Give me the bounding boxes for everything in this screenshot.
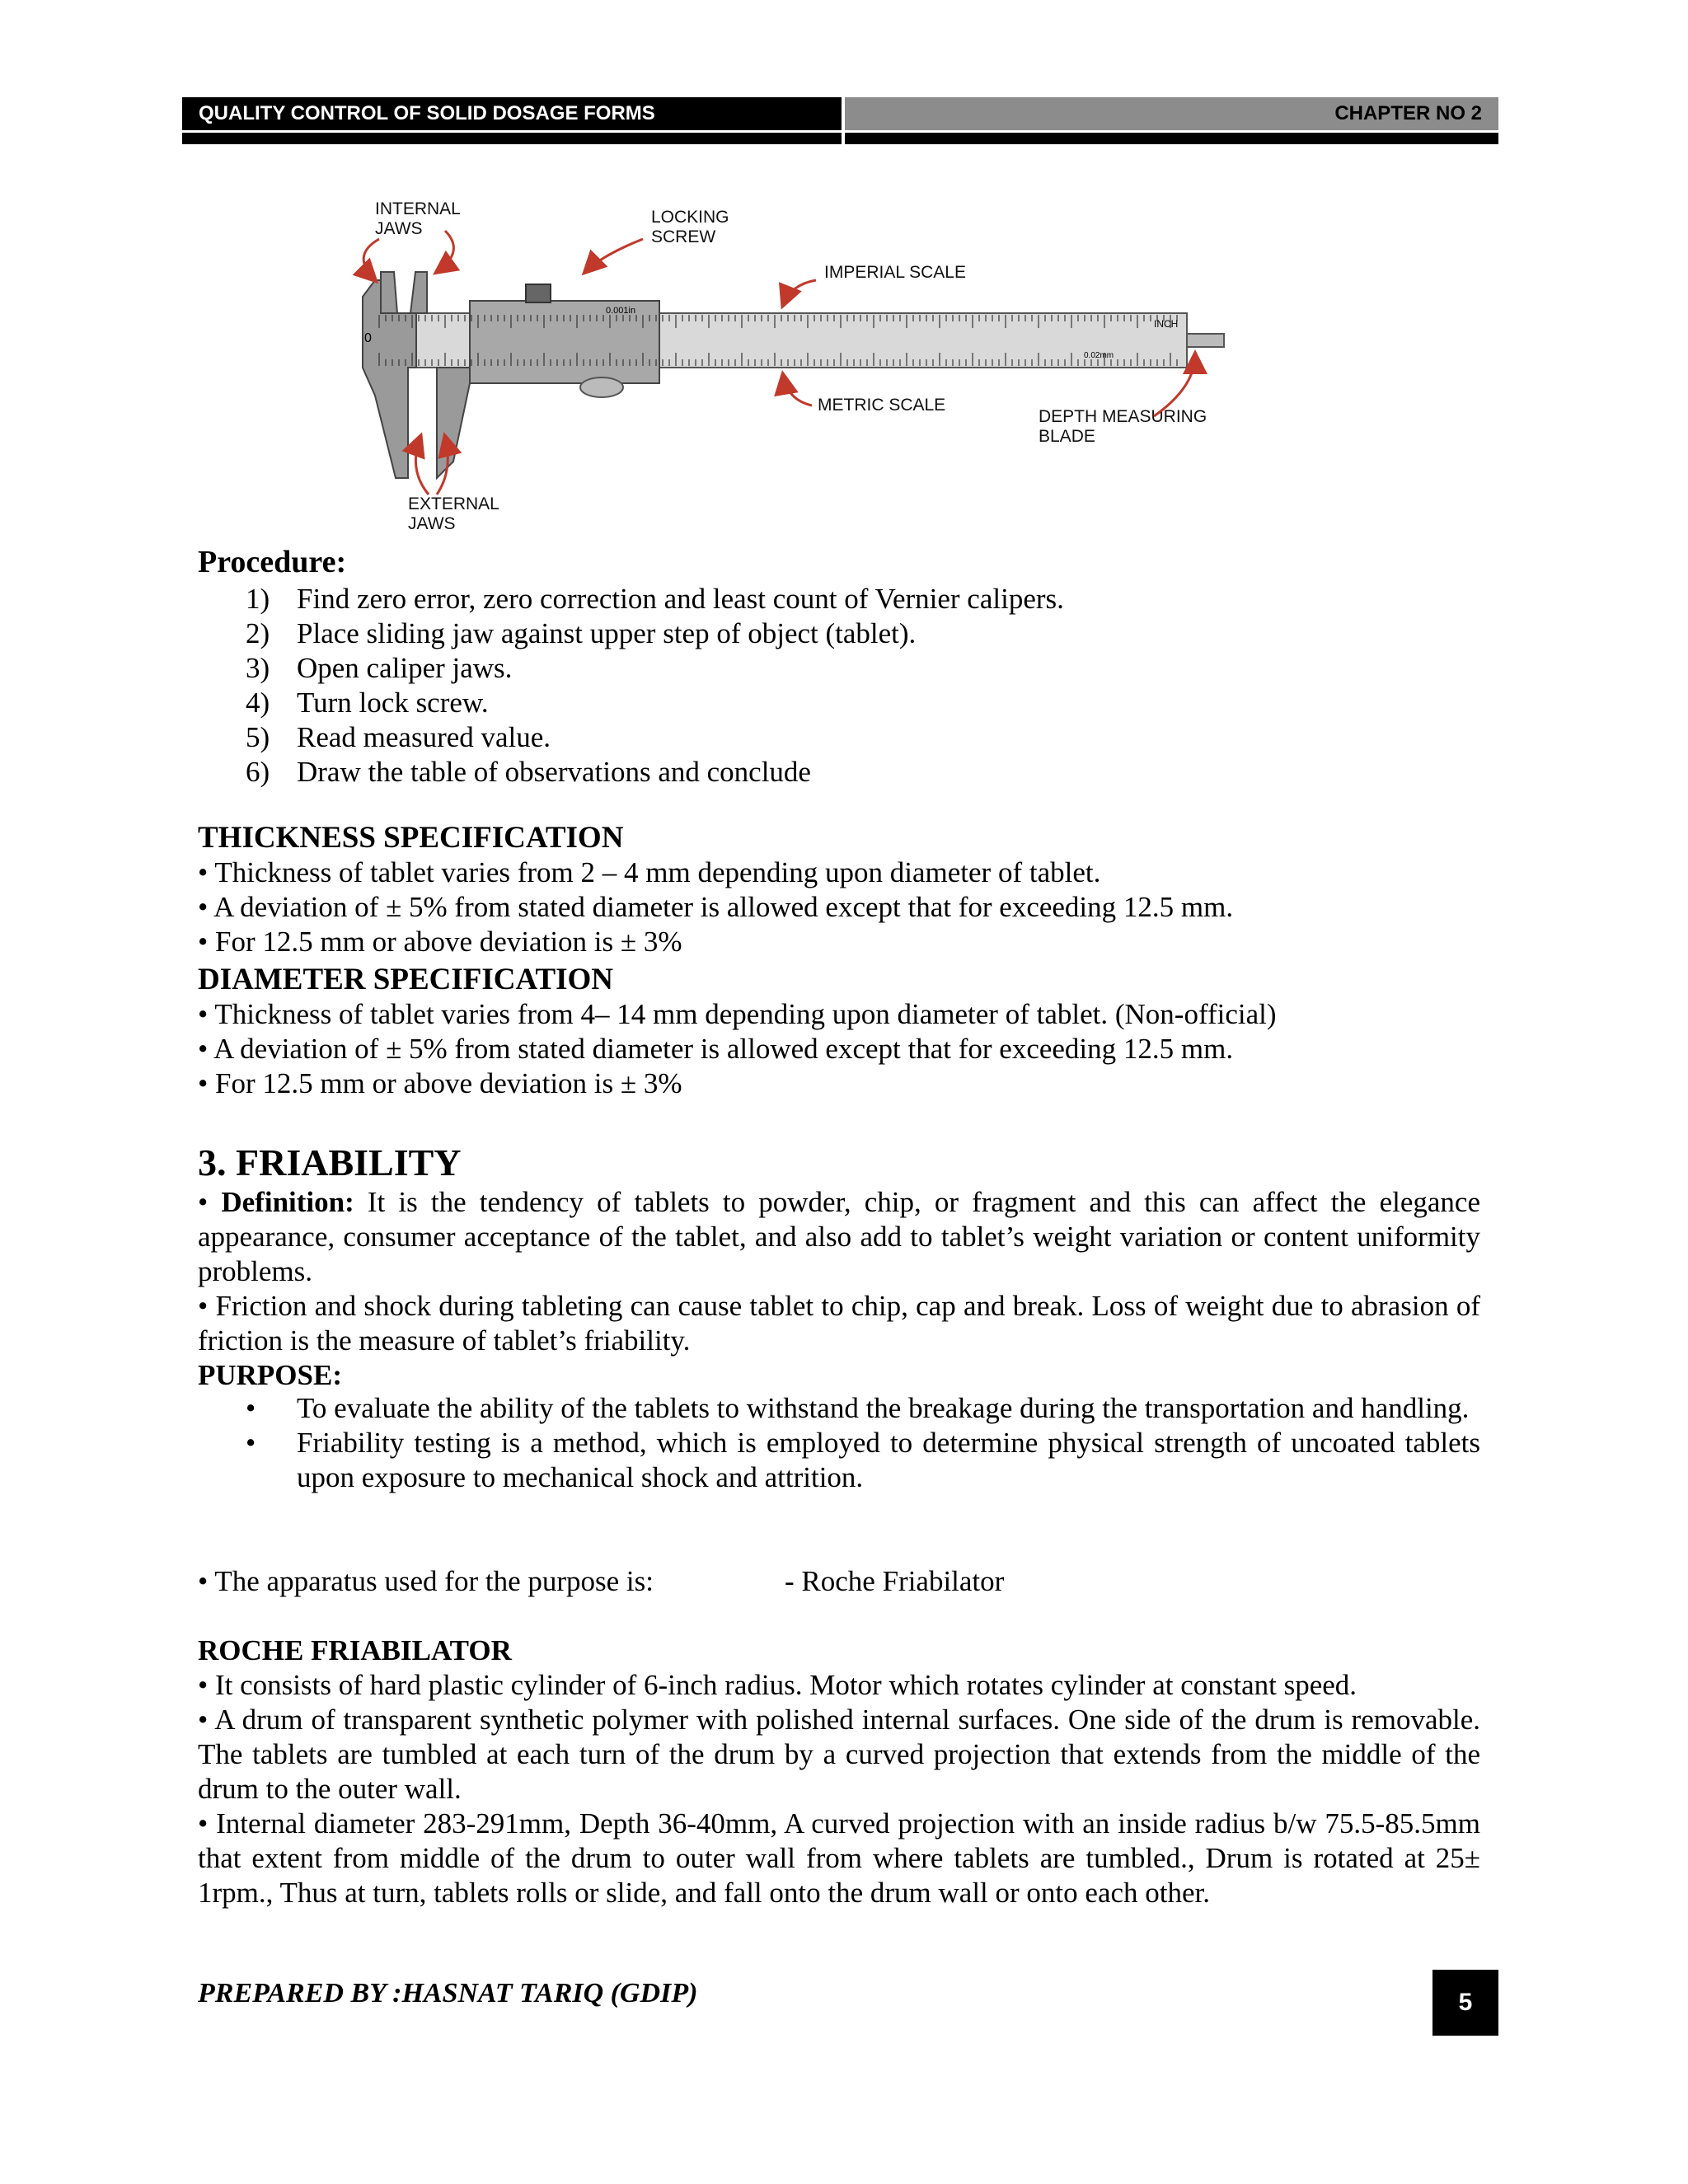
scale-zero: 0 [364, 331, 372, 345]
label-depth-blade-2: BLADE [1039, 427, 1095, 446]
diameter-line: • A deviation of ± 5% from stated diameter is allowed except that for exceeding 12.5 mm. [198, 1033, 1234, 1065]
header-chapter: CHAPTER NO 2 [845, 97, 1498, 130]
procedure-step: 1) Find zero error, zero correction and least count of Vernier calipers. [246, 583, 1064, 615]
label-locking-screw-1: LOCKING [651, 208, 729, 227]
diameter-heading: DIAMETER SPECIFICATION [198, 963, 614, 996]
roche-section [198, 1633, 1480, 1910]
roche-line: • It consists of hard plastic cylinder of 6-inch radius. Motor which rotates cylinder at constant speed. [198, 1669, 1357, 1701]
procedure-step: 6) Draw the table of observations and conclude [246, 756, 811, 788]
friability-heading: 3. FRIABILITY [198, 1141, 462, 1183]
apparatus-line [198, 1564, 1480, 1599]
sliding-jaw [437, 368, 470, 478]
procedure-step: 3) Open caliper jaws. [246, 652, 513, 684]
friability-friction: • Friction and shock during tableting can cause tablet to chip, cap and break. Loss of weight due to abrasion of friction is the measure of tablet’s friability. [198, 1290, 1480, 1357]
label-external-jaws-1: EXTERNAL [408, 494, 499, 513]
thickness-section [198, 821, 1480, 959]
purpose-item: • To evaluate the ability of the tablets to withstand the breakage during the transportation and handling. [246, 1392, 1470, 1424]
label-internal-jaws-1: INTERNAL [375, 199, 461, 218]
label-imperial-scale: IMPERIAL SCALE [824, 263, 966, 282]
inch-label: INCH [1154, 318, 1179, 330]
label-locking-screw-2: SCREW [651, 227, 716, 246]
label-internal-jaws-2: JAWS [375, 219, 423, 238]
diameter-line: • For 12.5 mm or above deviation is ± 3% [198, 1067, 682, 1099]
roche-line: • Internal diameter 283-291mm, Depth 36-40mm, A curved projection with an inside radius b/w 75.5-85.5mm that extent from middle of the drum to outer wall from where tablets are tumbled., Drum is rotated at 25± 1rpm., Thus at turn, tablets rolls or slide, and fall onto the drum wall or onto each other. [198, 1807, 1480, 1909]
diameter-section [198, 963, 1480, 1101]
thickness-line: • For 12.5 mm or above deviation is ± 3% [198, 926, 682, 958]
definition-label: Definition: [221, 1186, 354, 1218]
header-rule [182, 133, 1498, 144]
friability-definition: • Definition: It is the tendency of tablets to powder, chip, or fragment and this can affect the elegance appearance, consumer acceptance of the tablet, and also add to tablet’s weight variation or content uniformity problems. [198, 1186, 1480, 1287]
vernier-inch-reading: 0.001in [606, 306, 636, 316]
prepared-by: PREPARED BY :HASNAT TARIQ (GDIP) [198, 1978, 698, 2008]
apparatus-label: • The apparatus used for the purpose is: [198, 1565, 654, 1597]
purpose-heading: PURPOSE: [198, 1359, 342, 1391]
procedure-steps [246, 582, 1064, 790]
label-metric-scale: METRIC SCALE [818, 396, 946, 415]
label-external-jaws-2: JAWS [408, 514, 456, 533]
header-title: QUALITY CONTROL OF SOLID DOSAGE FORMS [182, 97, 842, 130]
page-header [182, 97, 1498, 147]
vernier-caliper-diagram [330, 190, 1261, 552]
thickness-heading: THICKNESS SPECIFICATION [198, 821, 624, 855]
diameter-line: • Thickness of tablet varies from 4– 14 mm depending upon diameter of tablet. (Non-official) [198, 998, 1277, 1030]
depth-blade [1187, 334, 1224, 347]
procedure-step: 5) Read measured value. [246, 721, 551, 753]
apparatus-value: - Roche Friabilator [785, 1565, 1005, 1597]
vernier-mm-reading: 0.02mm [1084, 351, 1114, 360]
locking-screw [526, 284, 551, 302]
purpose-item: • Friability testing is a method, which is employed to determine physical strength of uncoated tablets upon exposure to mechanical shock and attrition. [246, 1427, 1480, 1493]
thickness-line: • A deviation of ± 5% from stated diameter is allowed except that for exceeding 12.5 mm. [198, 891, 1234, 923]
friability-section [198, 1141, 1480, 1393]
purpose-list [246, 1391, 1480, 1495]
procedure-step: 2) Place sliding jaw against upper step of object (tablet). [246, 617, 917, 649]
roche-heading: ROCHE FRIABILATOR [198, 1634, 512, 1666]
label-depth-blade-1: DEPTH MEASURING [1039, 407, 1207, 426]
procedure-heading: Procedure: [198, 545, 347, 579]
thickness-line: • Thickness of tablet varies from 2 – 4 mm depending upon diameter of tablet. [198, 856, 1101, 888]
page-number: 5 [1432, 1970, 1498, 2036]
roche-line: • A drum of transparent synthetic polymer with polished internal surfaces. One side of the drum is removable. The tablets are tumbled at each turn of the drum by a curved projection that extends from the middle of the drum to the outer wall. [198, 1704, 1480, 1805]
procedure-step: 4) Turn lock screw. [246, 687, 489, 719]
